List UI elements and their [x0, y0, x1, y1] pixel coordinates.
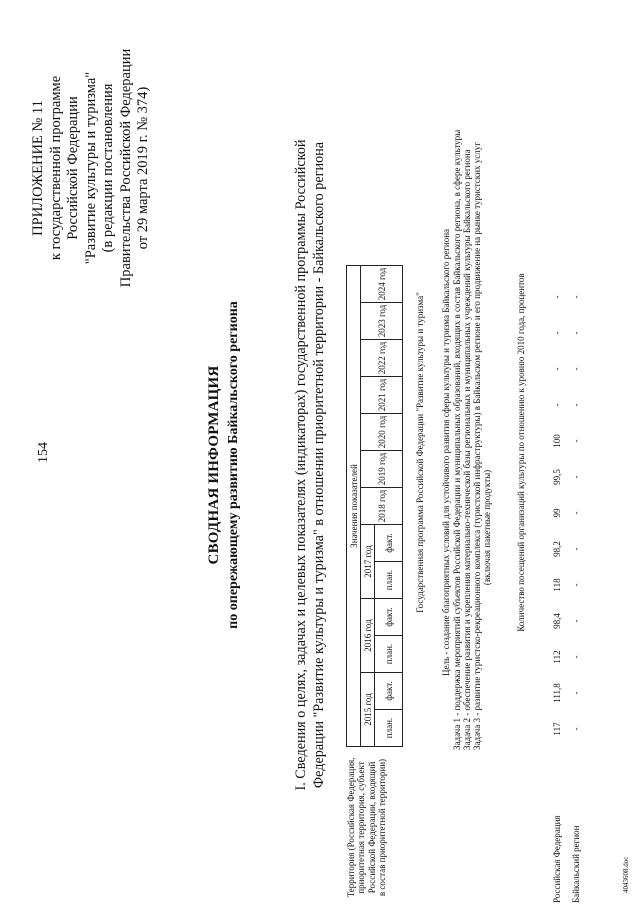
territory-header-line: Российской Федерации, входящий [366, 761, 377, 894]
year-header: 2016 год [361, 599, 375, 673]
table-cell: - [571, 547, 581, 551]
section-title-line: Федерации "Развитие культуры и туризма" в отношении приоритетной территории - Байкальского региона [311, 141, 327, 789]
appendix-block [30, 3, 153, 333]
document-heading: СВОДНАЯ ИНФОРМАЦИЯ [206, 365, 222, 565]
plan-header: план. [375, 636, 403, 673]
table-cell: - [552, 331, 562, 335]
row-label: Российская Федерация [552, 815, 562, 903]
fact-header: факт. [375, 673, 403, 710]
plan-header: план. [375, 562, 403, 599]
year-header: 2022 год [361, 340, 403, 377]
table-cell: 112 [552, 650, 562, 664]
territory-header-line: Территория (Российская Федерация, [346, 757, 356, 898]
appendix-line: ПРИЛОЖЕНИЕ № 11 [30, 100, 46, 236]
territory-header-line: приоритетная территория, субъект [356, 761, 367, 894]
appendix-line: (в редакции постановления [100, 83, 116, 253]
table-cell: 100 [552, 434, 562, 448]
programme-line: Государственная программа Российской Федерации "Развитие культуры и туризма" [415, 292, 425, 613]
year-header: 2023 год [361, 303, 403, 340]
table-cell: - [552, 295, 562, 299]
task-item: Задача 2 - обеспечение развития и укрепления материально-технической базы региональных и муниципальных учреждений культуры Байкальского региона [462, 149, 472, 750]
year-header: 2017 год [361, 525, 375, 599]
year-header: 2021 год [361, 377, 403, 414]
task-item: Задача 3 - развитие туристско-рекреационного комплекса (туристской инфраструктуры) в Байкальском регионе и его продвижение на рынке туристских услуг [472, 142, 482, 750]
task-item: (включая пакетные продукты) [482, 469, 492, 586]
table-cell: - [571, 295, 581, 299]
table-cell: 99,5 [552, 469, 562, 485]
plan-header: план. [375, 710, 403, 747]
indicator-table [346, 265, 403, 747]
table-cell: - [552, 403, 562, 407]
table-cell: 98,4 [552, 613, 562, 629]
task-item: Задача 1 - поддержка мероприятий субъектов Российской Федерации и муниципальных образований, входящих в состав Байкальского региона, в сфере культуры [452, 129, 462, 750]
table-cell: 99 [552, 508, 562, 518]
appendix-line: к государственной программе [47, 75, 64, 261]
table-cell: - [571, 583, 581, 587]
table-cell: - [571, 655, 581, 659]
table-cell: - [571, 619, 581, 623]
table-cell: - [571, 331, 581, 335]
section-title-line: I. Сведения о целях, задачах и целевых показателях (индикаторах) государственной программы Российской [293, 139, 309, 791]
row-label: Байкальский регион [571, 825, 581, 903]
table-cell: - [571, 439, 581, 443]
indicator-line: Количество посещений организаций культуры по отношению к уровню 2010 года, процентов [516, 273, 526, 632]
table-cell: 118 [552, 578, 562, 592]
fact-header: факт. [375, 599, 403, 636]
table-cell: - [571, 475, 581, 479]
table-cell: - [571, 403, 581, 407]
table-cell: - [571, 727, 581, 731]
section-title [292, 85, 328, 845]
table-cell: 117 [552, 722, 562, 736]
table-cell: - [571, 691, 581, 695]
fact-header: факт. [375, 525, 403, 562]
year-header: 2019 год [361, 451, 403, 488]
year-header: 2024 год [361, 266, 403, 303]
table-cell: - [571, 367, 581, 371]
year-header: 2020 год [361, 414, 403, 451]
territory-header [346, 750, 387, 905]
table-cell: 98,2 [552, 541, 562, 557]
page-number: 154 [36, 442, 51, 463]
territory-header-line: в состав приоритетной территории) [376, 758, 387, 897]
appendix-line: "Развитие культуры и туризма" [82, 71, 99, 265]
appendix-line: Российской Федерации [65, 96, 81, 240]
document-subheading: по опережающему развитию Байкальского региона [226, 301, 241, 629]
table-cell: - [552, 367, 562, 371]
table-cell: 111,8 [552, 683, 562, 703]
year-header: 2015 год [361, 673, 375, 747]
year-header: 2018 год [361, 488, 403, 525]
footer-code: 4043608.doc [622, 856, 630, 893]
appendix-line: Правительства Российской Федерации [117, 48, 134, 288]
appendix-line: от 29 марта 2019 г. № 374) [135, 86, 151, 250]
goal-line: Цель - создание благоприятных условий для устойчивого развития сферы культуры и туризма Байкальского региона [441, 228, 451, 677]
task-list [452, 130, 492, 750]
values-header: Значения показателей [347, 266, 361, 747]
table-cell: - [571, 511, 581, 515]
